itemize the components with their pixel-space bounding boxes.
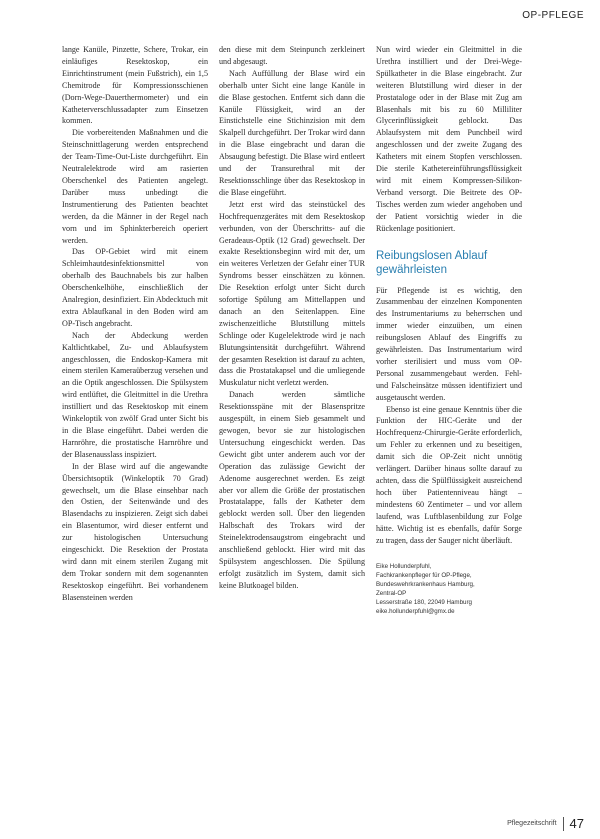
journal-name: Pflegezeitschrift: [507, 820, 557, 827]
column-3: [376, 44, 522, 764]
article-columns: [62, 44, 522, 764]
footer-divider: [563, 817, 564, 831]
page-number: 47: [569, 816, 584, 831]
contact-email: eike.hollunderpfuhl@gmx.de: [376, 608, 455, 616]
paragraph: den diese mit dem Steinpunch zerkleinert und abgesaugt.: [219, 45, 365, 66]
paragraph: Die vorbereitenden Maßnahmen und die Steinschnittlagerung werden entsprechend der Team-Time-Out-Liste durchgeführt. Ein Neutralelektrode wird am rasierten Oberschenkel des Patienten angelegt. Darüber muss unbedingt die Instrumentierung des Patienten beachtet werden, da die Männer in der Regel nach vorn und im Sphinkterbereich operiert werden.: [62, 128, 208, 245]
section-header: OP-PFLEGE: [522, 10, 584, 21]
page-footer: [507, 816, 584, 831]
contact-line: Bundeswehrkrankenhaus Hamburg,: [376, 581, 475, 589]
paragraph: In der Blase wird auf die angewandte Übersichtsoptik (Winkeloptik 70 Grad) gewechselt, um die Blase einsehbar nach den Ostien, der Seitenwände und des Blasendachs zu inspizieren. Zeigt sich dabei ein Blasentumor, wird dieser entfernt und zur histologischen Untersuchung eingeschickt. Die Resektion der Prostata wird dann mit einem sterilen Zugang mit dem Trokar sondern mit dem sogenannten Resektoskop eingeführt. Bei vorhandenem Blasensteinen werden: [62, 461, 208, 602]
paragraph: Danach werden sämtliche Resektionsspäne mit der Blasenspritze ausgespült, in einem Sieb gesammelt und gewogen, bevor sie zur histologischen Untersuchung eingeschickt werden. Das Gewicht gibt unter anderem auch vor der Operation das zulässige Gewicht der Adenome ausgerechnet werden. Es zeigt aber vor allem die Größe der prostatischen Prostatalappe, falls der Katheter dem geblockt werden soll. Über den liegenden Halbschaft des Trokars wird der Steinelektrodensaugstrom eingebracht und anschließend geblockt. Hier wird mit das Spülsystem angeschlossen. Die Spülung erfolgt zusätzlich im System, damit sich keine Blutkoagel bilden.: [219, 390, 365, 590]
paragraph: Nach der Abdeckung werden Kaltlichtkabel, Zu- und Ablaufsystem angeschlossen, die Endoskop-Kamera mit einem sterilen Kameraüberzug versehen und an die Optik angeschlossen. Die Spülsystem wird entlüftet, die Gleitmittel in die Urethra instilliert und das Resektoskop mit einem Winkeloptik von zwölf Grad unter Sicht bis in die Blase eingeführt. Dabei werden die Harnröhre, die prostatische Harnröhre und der Blasenausslass inspiziert.: [62, 330, 208, 459]
paragraph: Nun wird wieder ein Gleitmittel in die Urethra instilliert und der Drei-Wege-Spülkatheter in die Blase eingebracht. Zur weiteren Blutstillung wird dieser in der Prostataloge oder in der Blase mit Zug am Blasenhals mit bis zu 60 Milliliter Glycerinflüssigkeit geblockt. Das Ablaufsystem mit dem Punchbeil wird angeschlossen und der zweite Zugang des Katheters mit einem Stopfen verschlossen. Die sterile Kathetereinführungsflüssigkeit wird mit einem Kompressen-Silikon-Verband versorgt. Die Beitrete des OP-Tisches werden zum wieder angehoben und der Patient vorsichtig wieder in die Rückenlage positioniert.: [376, 45, 522, 233]
contact-line: Lesserstraße 180, 22049 Hamburg: [376, 599, 472, 607]
paragraph: Nach Auffüllung der Blase wird ein oberhalb unter Sicht eine lange Kanüle in die Blase gestochen. Entfernt sich dann die Kanüle Flüssigkeit, wird an der Einstichstelle eine Stichinzision mit dem Skalpell durchgeführt. Der Trokar wird dann in die Blase eingebracht und daran die Absaugung befestigt. Die Blase wird entleert und der Transurethral mit der Resektionsschlinge über das Resektoskop in die Blase eingeführt.: [219, 68, 365, 197]
author-contact: [376, 562, 522, 616]
contact-line: Fachkrankenpfleger für OP-Pflege,: [376, 572, 472, 580]
contact-line: Eike Hollunderpfuhl,: [376, 563, 432, 571]
paragraph: Ebenso ist eine genaue Kenntnis über die Funktion der HIC-Geräte und der Hochfrequenz-Chirurgie-Geräte erforderlich, um Fehler zu erkennen und zu beseitigen, damit sich die OP-Zeit nicht unnötig verlängert. Darüber hinaus sollte darauf zu achten, dass die Spülflüssigkeit ausreichend hoch über Patientenniveau hängt – mindestens 60 Zentimeter – und vor allem laufend, was Luftblasenbildung zur Folge hätte. Wichtig ist es ebenfalls, dafür Sorge zu tragen, dass der Sauger nicht überläuft.: [376, 404, 522, 545]
column-2: [219, 44, 365, 764]
paragraph: Jetzt erst wird das steinstückel des Hochfrequenzgerätes mit dem Resektoskop verbunden, von der Überschritts- auf die Geradeaus-Optik (12 Grad) gewechselt. Der exakte Resektionsbeginn wird mit der, um ein weiteres Verletzen der Gefahr einer TUR Syndroms besser einschätzen zu können. Die Resektion erfolgt unter Sicht durch sofortige Spülung am Mittellappen und danach an den Seitenlappen. Eine zwischenzeitliche Blutstillung mittels Schlinge oder Kugelelektrode wird je nach Blutungsintensität durchgeführt. Während der gesamten Resektion ist darauf zu achten, dass die Prostatakapsel und die umliegende Muskulatur nicht verletzt werden.: [219, 199, 365, 388]
paragraph: Für Pflegende ist es wichtig, den Zusammenbau der einzelnen Komponenten des Instrumentariums zu beherrschen und immer wieder einzuüben, um einen reibungslosen Ablauf des Eingriffs zu gewährleisten. Das Instrumentarium wird vorher sterilisiert und muss vom OP-Personal zusammengebaut werden. Fehl- und Falscheinsätze müssen identifiziert und ausgetauscht werden.: [376, 285, 522, 402]
column-1: [62, 44, 208, 764]
paragraph: Das OP-Gebiet wird mit einem Schleimhautdesinfektionsmittel von oberhalb des Bauchnabels bis zur halben Oberschenkelhöhe, einschließlich der Analregion, desinfiziert. Ein Abdecktuch mit extra Ablaufkanal in den Boden wird am OP-Tisch angebracht.: [62, 247, 208, 328]
paragraph: lange Kanüle, Pinzette, Schere, Trokar, ein einläufiges Resektoskop, ein Einrichtinstrument (mein Fußstrich), ein 1,5 Chemitrode für Kompressionsschienen (Dorn-Wege-Dauerthermometer) und ein Katheterverschlussadapter zum Einsetzen kommen.: [62, 45, 208, 126]
subheading: Reibungslosen Ablauf gewährleisten: [376, 249, 488, 276]
contact-line: Zentral-OP: [376, 590, 407, 598]
